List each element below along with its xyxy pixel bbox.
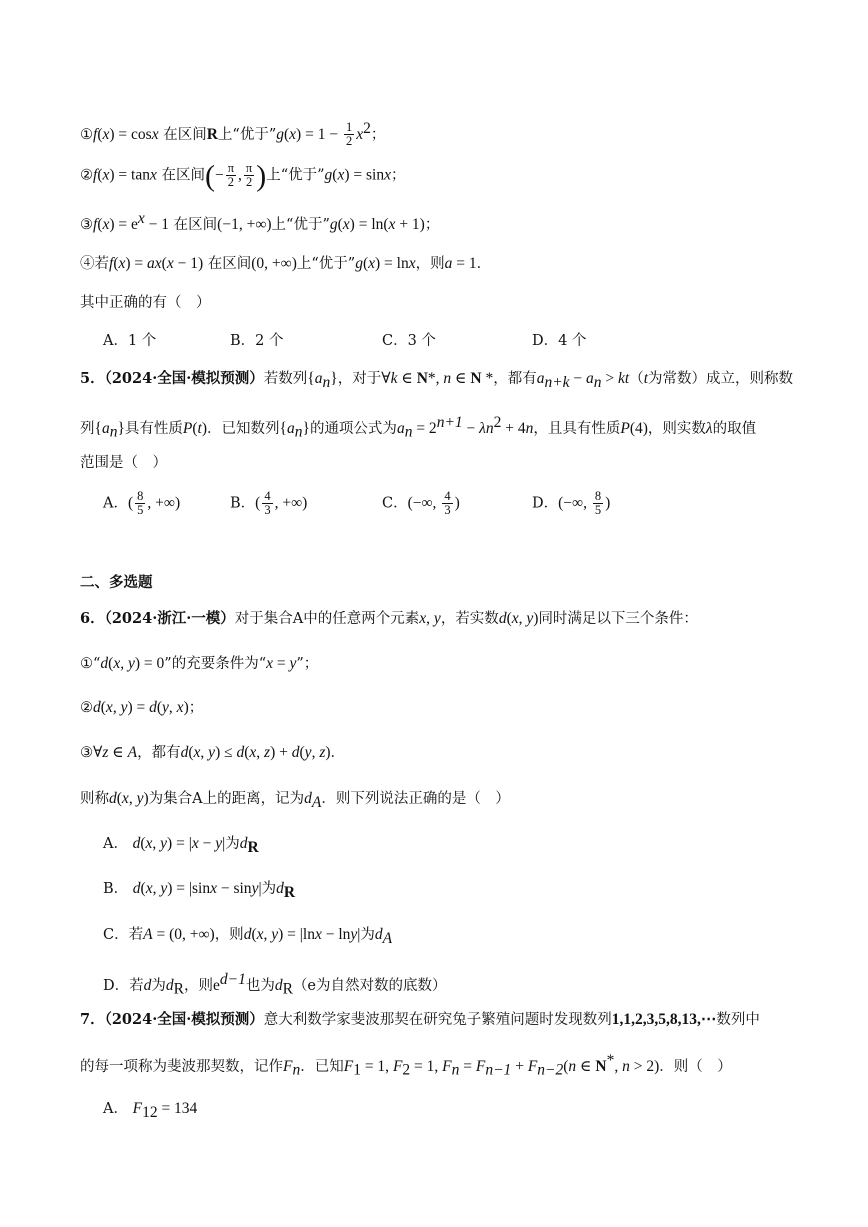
q4-option-d: D．4 个	[532, 333, 587, 349]
q4-option-a: A．1 个	[103, 333, 157, 349]
q5-line-1: 5．（2024·全国·模拟预测）若数列$\{a_n\}$，对于∀k ∈ N*, n ∈ N *，都有$a_{n+k} - a_n > kt(t$为常数）成立，则称数	[80, 370, 794, 391]
q6-line-1: 6．（2024·浙江·一模）对于集合A中的任意两个元素x, y，若实数d(x, y)同时满足以下三个条件：	[80, 610, 698, 627]
q5-option-c: C．(−∞, $\frac{4}{3}$ )	[382, 489, 460, 517]
question-source: （2024·全国·模拟预测）	[104, 370, 264, 387]
q4-option-b: B．2 个	[230, 333, 284, 349]
q5-option-b: B．( $\frac{4}{3}$ , +∞)	[230, 489, 308, 517]
q4-item-2: ②f(x) = tanx 在区间(− $\frac{\pi}{2}$ , $\frac{\pi}{2}$ )上“优于”g(x) = sinx；	[80, 159, 406, 193]
q6-option-a: A． d(x, y) = |x − y|为$d_R$	[103, 835, 259, 856]
section-title: 二、多选题	[80, 575, 153, 591]
q5-line-2: 列$\{a_n\}$具有性质P(t)．已知数列$\{a_n\}$的通项公式为$a_n = 2^{n+1} - \lambda n^2 + 4n$，且具有性质P(4)，则实数λ的取值	[80, 414, 757, 441]
q6-condition-1: ①“d(x, y) = 0”的充要条件为“x = y”；	[80, 655, 319, 672]
q4-option-c: C．3 个	[382, 333, 436, 349]
q6-condition-2: ②d(x, y) = d(y, x)；	[80, 699, 204, 716]
q4-item-3: ③f(x) = $e^x - 1$ 在区间(−1, +∞)上“优于”g(x) = ln(x + 1)；	[80, 210, 440, 233]
q5-option-d: D．(−∞, $\frac{8}{5}$ )	[532, 489, 611, 517]
q7-option-a: A． $F_{12} = 134$	[103, 1100, 198, 1121]
q4-item-4: ④若f(x) = ax(x − 1) 在区间(0, +∞)上“优于”g(x) = lnx，则a = 1．	[80, 255, 492, 272]
q4-conclusion: 其中正确的有（ ）	[80, 295, 211, 311]
q7-line-1: 7．（2024·全国·模拟预测）意大利数学家斐波那契在研究兔子繁殖问题时发现数列1,1,2,3,5,8,13,⋯数列中	[80, 1011, 760, 1028]
q5-line-3: 范围是（ ）	[80, 455, 167, 471]
q6-definition: 则称d(x, y)为集合A上的距离，记为$d_A$．则下列说法正确的是（ ）	[80, 790, 510, 811]
q6-option-b: B． d(x, y) = |sinx − siny|为$d_R$	[103, 880, 296, 901]
q7-line-2: 的每一项称为斐波那契数，记作$F_n$．已知$F_1 = 1$, $F_2 = 1$, $F_n = F_{n-1} + F_{n-2}(n$ ∈ N*, n > 2)．则（ ）	[80, 1052, 732, 1079]
item-marker: ①	[80, 126, 93, 143]
q4-item-1: ①f(x) = cosx 在区间R上“优于”g(x) = 1 − $\frac{1}{2}$ $x^2$；	[80, 120, 386, 149]
q6-option-c: C．若A = (0, +∞)，则d(x, y) = |lnx − lny|为$d_A$	[103, 926, 393, 947]
q6-option-d: D．若d为$d_R$，则$e^{d-1}$也为$d_R(e$为自然对数的底数）	[103, 971, 447, 998]
q5-option-a: A．( $\frac{8}{5}$ , +∞)	[103, 489, 181, 517]
q6-condition-3: ③∀z ∈ A，都有d(x, y) ≤ d(x, z) + d(y, z)．	[80, 744, 346, 761]
question-number: 5．	[80, 370, 105, 387]
